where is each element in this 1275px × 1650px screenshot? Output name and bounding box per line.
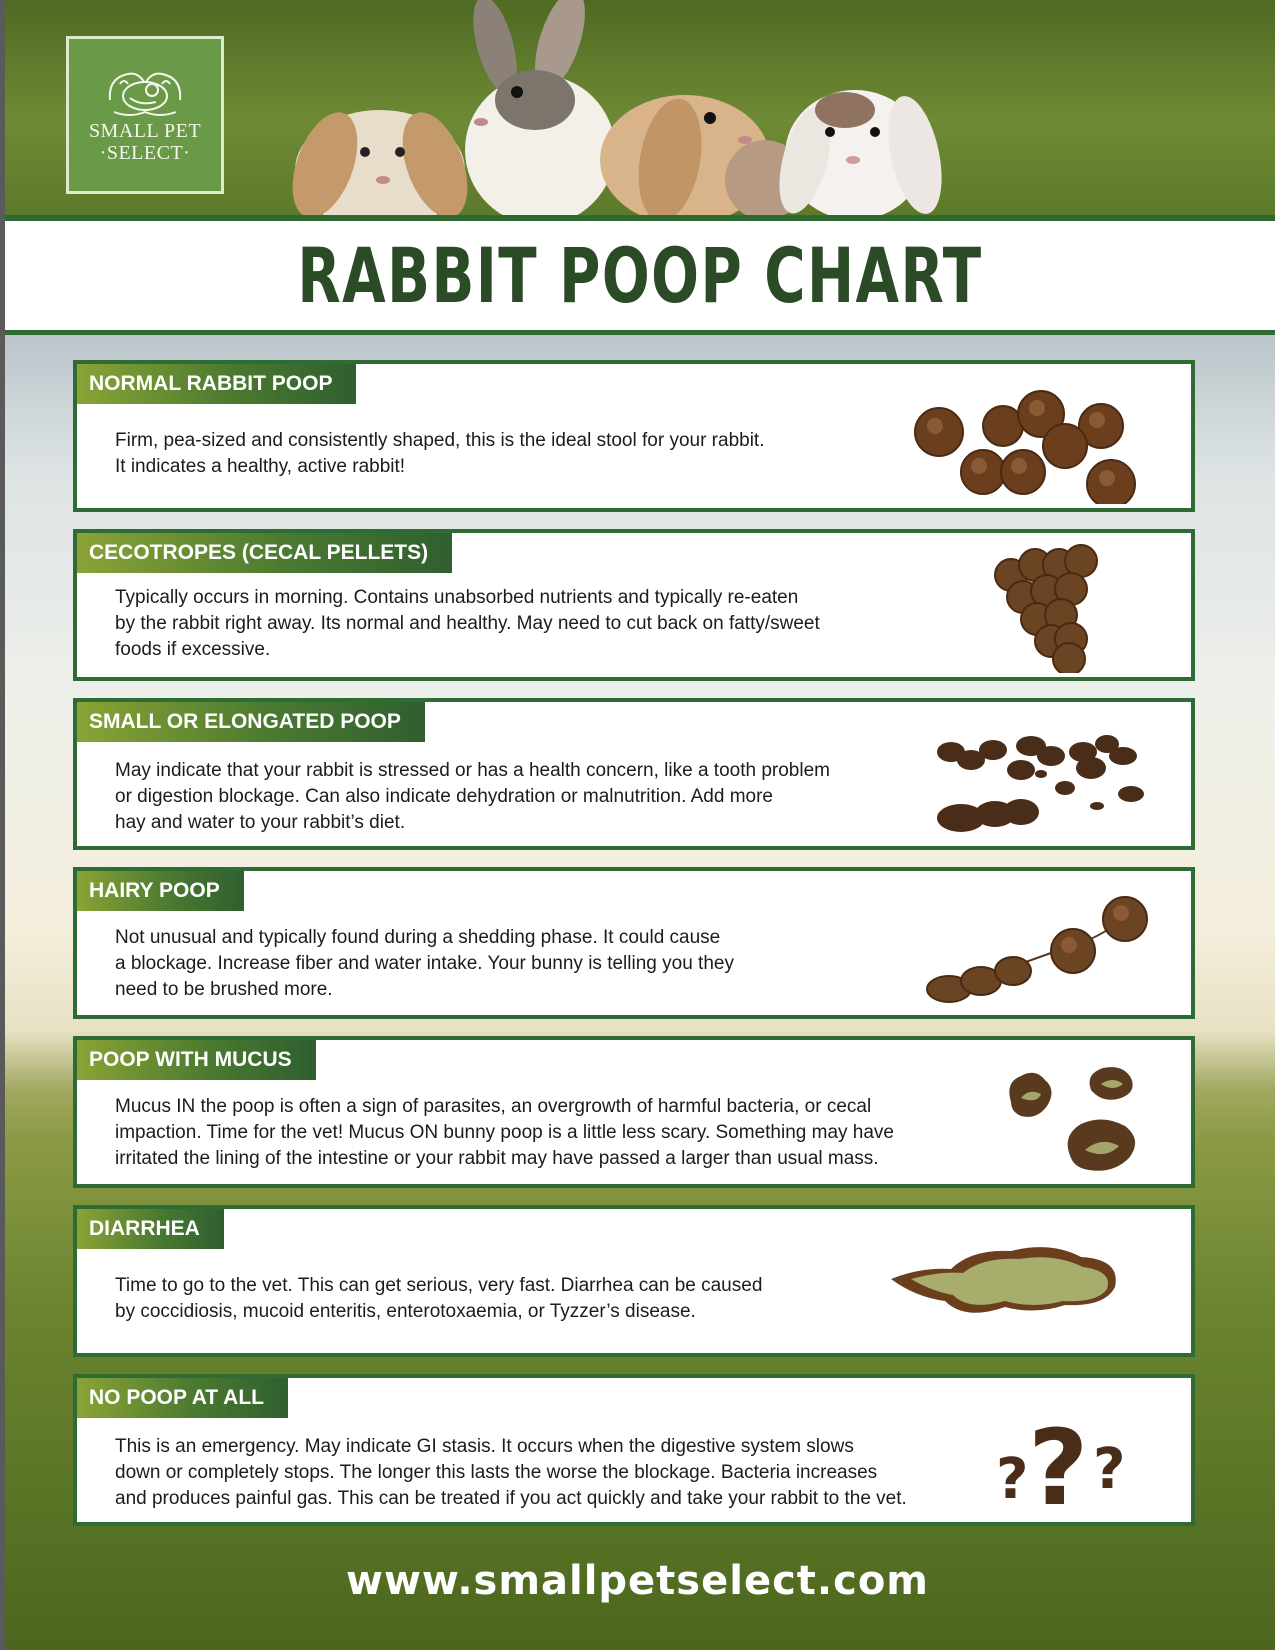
lop-rabbit-1 bbox=[285, 104, 480, 215]
card-diarrhea bbox=[73, 1205, 1195, 1357]
strung-pellets-icon bbox=[911, 881, 1151, 1011]
diarrhea-puddle-icon bbox=[861, 1219, 1141, 1349]
cecotrope-cluster-icon bbox=[911, 543, 1151, 673]
website-url[interactable]: www.smallpetselect.com bbox=[346, 1558, 929, 1604]
card-description: May indicate that your rabbit is stressed or has a health concern, like a tooth problem or digestion blockage. Can also indicate dehydration or malnutrition. Add more hay and water to your rabbit’s diet. bbox=[115, 760, 830, 833]
card-small-elongated-poop bbox=[73, 698, 1195, 850]
card-poop-with-mucus bbox=[73, 1036, 1195, 1188]
card-heading: HAIRY POOP bbox=[77, 871, 244, 911]
card-heading: CECOTROPES (CECAL PELLETS) bbox=[77, 533, 452, 573]
small-pet-select-logo bbox=[66, 36, 224, 194]
card-heading: SMALL OR ELONGATED POOP bbox=[77, 702, 425, 742]
card-description: Not unusual and typically found during a shedding phase. It could cause a blockage. Increase fiber and water intake. Your bunny is telling you they need to be brushed more. bbox=[115, 927, 734, 1000]
mucus-poop-icon bbox=[911, 1050, 1151, 1180]
small-pellets-icon bbox=[911, 712, 1151, 842]
card-hairy-poop bbox=[73, 867, 1195, 1019]
question-mark-large: ? bbox=[1028, 1407, 1089, 1518]
round-pellets-icon bbox=[911, 374, 1151, 504]
card-heading: DIARRHEA bbox=[77, 1209, 224, 1249]
card-description: Typically occurs in morning. Contains unabsorbed nutrients and typically re-eaten by the rabbit right away. Its normal and healthy. May need to cut back on fatty/sweet foods if excessive. bbox=[115, 587, 820, 660]
bunny-ornament-icon bbox=[100, 60, 190, 120]
card-description: Firm, pea-sized and consistently shaped, this is the ideal stool for your rabbit. It indicates a healthy, active rabbit! bbox=[115, 430, 765, 477]
question-mark-small-left: ? bbox=[996, 1447, 1029, 1512]
card-heading: POOP WITH MUCUS bbox=[77, 1040, 316, 1080]
card-no-poop-at-all bbox=[73, 1374, 1195, 1526]
page-title: RABBIT POOP CHART bbox=[297, 231, 983, 320]
rabbits-illustration bbox=[285, 0, 1005, 215]
card-description: Mucus IN the poop is often a sign of parasites, an overgrowth of harmful bacteria, or cecal impaction. Time for the vet! Mucus ON bunny poop is a little less scary. Something may have irritated the lining of the intestine or your rabbit may have passed a larger than usual mass. bbox=[115, 1096, 894, 1169]
upright-rabbit bbox=[465, 0, 615, 215]
logo-text-line2: ·SELECT· bbox=[99, 142, 191, 164]
title-band bbox=[5, 215, 1275, 335]
question-marks-icon bbox=[911, 1388, 1151, 1518]
card-heading: NO POOP AT ALL bbox=[77, 1378, 288, 1418]
card-description: Time to go to the vet. This can get serious, very fast. Diarrhea can be caused by coccidiosis, mucoid enteritis, enterotoxaemia, or Tyzzer’s disease. bbox=[115, 1275, 763, 1322]
card-heading: NORMAL RABBIT POOP bbox=[77, 364, 356, 404]
card-cecotropes bbox=[73, 529, 1195, 681]
card-description: This is an emergency. May indicate GI stasis. It occurs when the digestive system slows down or completely stops. The longer this lasts the worse the blockage. Bacteria increases and produces painful gas. This can be treated if you act quickly and take your rabbit to the vet. bbox=[115, 1436, 907, 1509]
card-normal-rabbit-poop bbox=[73, 360, 1195, 512]
lop-rabbit-3 bbox=[725, 90, 951, 215]
logo-text-line1: SMALL PET bbox=[88, 120, 202, 142]
question-mark-small-right: ? bbox=[1093, 1437, 1126, 1502]
